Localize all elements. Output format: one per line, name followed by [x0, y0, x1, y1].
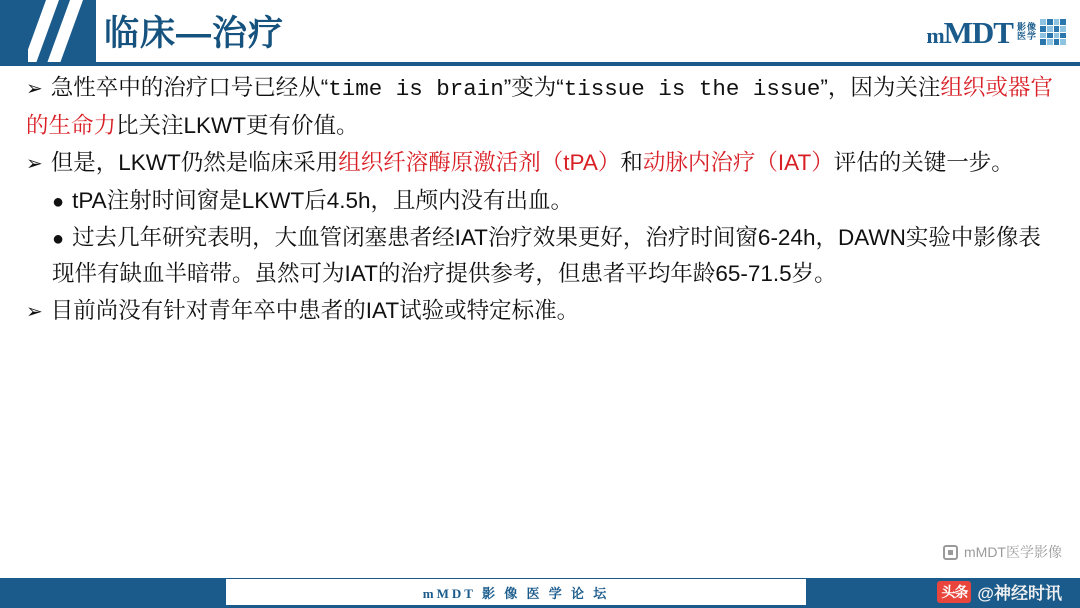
text-run: 动脉内治疗（IAT） — [642, 150, 834, 176]
watermark-source — [937, 579, 1062, 604]
logo-m: m — [926, 22, 944, 48]
footer-text: mMDT 影 像 医 学 论 坛 — [422, 585, 610, 601]
text-run: 过去几年研究表明，大血管闭塞患者经IAT治疗效果更好，治疗时间窗6-24h，DAWN实验中影像表现伴有缺血半暗带。虽然可为IAT的治疗提供参考，但患者平均年龄65-71.5岁。 — [52, 225, 1041, 286]
text-run: 评估的关键一步。 — [833, 150, 1014, 176]
page-title: 临床—治疗 — [104, 14, 285, 53]
logo-sub-line2: 医学 — [1016, 31, 1037, 41]
bullet-marker-icon: ● — [52, 228, 65, 251]
slash-decoration-icon — [28, 0, 98, 62]
bullet-marker-icon: ● — [52, 190, 65, 213]
logo-subtitle — [1017, 23, 1037, 42]
text-run: 目前尚没有针对青年卒中患者的IAT试验或特定标准。 — [50, 298, 580, 324]
text-run: tissue is the issue — [563, 76, 821, 102]
text-run: tPA注射时间窗是LKWT后4.5h，且颅内没有出血。 — [72, 187, 573, 213]
watermark-badge: 头条 — [937, 581, 971, 603]
bullet-paragraph — [26, 145, 1054, 181]
bullet-paragraph — [26, 293, 1054, 329]
text-run: 比关注LKWT更有价值。 — [116, 112, 359, 138]
text-run: 和 — [620, 150, 643, 176]
qr-code-icon — [943, 545, 958, 560]
text-run: ”，因为关注 — [820, 75, 941, 100]
text-run: time is brain — [328, 76, 504, 102]
bullet-paragraph — [26, 183, 1054, 219]
bullet-marker-icon: ➢ — [26, 301, 43, 324]
text-run: 组织或器官的生命力 — [26, 75, 1053, 138]
slide-body — [0, 70, 1080, 331]
logo-pixel-grid-icon — [1040, 19, 1066, 45]
bullet-marker-icon: ➢ — [26, 78, 43, 100]
bullet-marker-icon: ➢ — [26, 153, 43, 176]
header-divider — [0, 62, 1080, 66]
watermark-account — [943, 542, 1062, 562]
watermark-source-text: @神经时讯 — [977, 584, 1062, 603]
text-run: 组织纤溶酶原激活剂（tPA） — [338, 150, 621, 176]
text-run: 但是，LKWT仍然是临床采用 — [50, 150, 339, 176]
slide-header — [0, 0, 1080, 66]
brand-logo — [926, 10, 1066, 54]
header-accent-block — [0, 0, 96, 62]
watermark-account-text: mMDT医学影像 — [964, 544, 1062, 560]
bullet-paragraph — [26, 220, 1054, 291]
text-run: 急性卒中的治疗口号已经从“ — [50, 75, 329, 100]
footer-label — [225, 578, 807, 606]
paragraph-list — [26, 70, 1054, 329]
bullet-paragraph — [26, 70, 1054, 143]
logo-mdt: MDT — [943, 14, 1013, 50]
text-run: ”变为“ — [503, 75, 564, 100]
logo-sub-line1: 影像 — [1016, 21, 1037, 32]
logo-wordmark — [926, 14, 1013, 50]
